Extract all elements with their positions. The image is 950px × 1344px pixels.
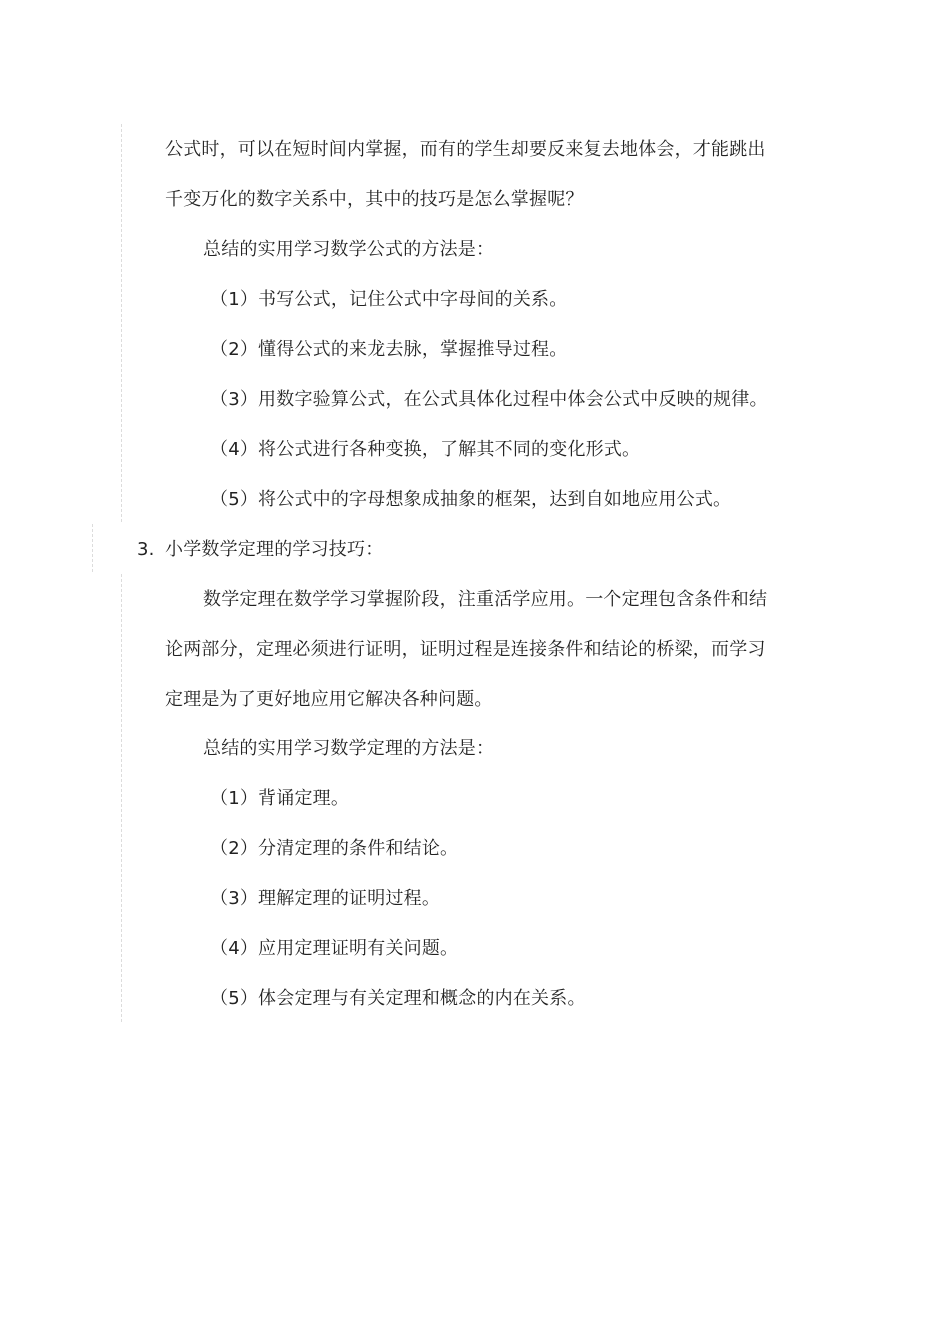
list-guide-line	[92, 524, 93, 572]
method-item: （2）分清定理的条件和结论。	[210, 838, 459, 859]
paragraph-line: 定理是为了更好地应用它解决各种问题。	[165, 689, 493, 710]
list-number: 3.	[137, 539, 155, 560]
method-item: （1）书写公式，记住公式中字母间的关系。	[210, 289, 568, 310]
paragraph-line: 千变万化的数字关系中，其中的技巧是怎么掌握呢？	[165, 189, 584, 210]
summary-label: 总结的实用学习数学公式的方法是：	[203, 239, 495, 260]
block-guide-line	[121, 574, 122, 1022]
section-heading: 小学数学定理的学习技巧：	[165, 539, 384, 560]
method-item: （5）将公式中的字母想象成抽象的框架，达到自如地应用公式。	[210, 489, 732, 510]
method-item: （3）理解定理的证明过程。	[210, 888, 441, 909]
method-item: （1）背诵定理。	[210, 788, 350, 809]
paragraph-line: 数学定理在数学学习掌握阶段，注重活学应用。一个定理包含条件和结	[203, 589, 768, 610]
method-item: （5）体会定理与有关定理和概念的内在关系。	[210, 988, 586, 1009]
method-item: （4）应用定理证明有关问题。	[210, 938, 459, 959]
method-item: （4）将公式进行各种变换，了解其不同的变化形式。	[210, 439, 641, 460]
summary-label: 总结的实用学习数学定理的方法是：	[203, 738, 495, 759]
method-item: （3）用数字验算公式，在公式具体化过程中体会公式中反映的规律。	[210, 389, 768, 410]
paragraph-line: 公式时，可以在短时间内掌握，而有的学生却要反来复去地体会，才能跳出	[165, 139, 766, 160]
block-guide-line	[121, 124, 122, 522]
method-item: （2）懂得公式的来龙去脉，掌握推导过程。	[210, 339, 568, 360]
paragraph-line: 论两部分，定理必须进行证明，证明过程是连接条件和结论的桥梁，而学习	[165, 639, 766, 660]
